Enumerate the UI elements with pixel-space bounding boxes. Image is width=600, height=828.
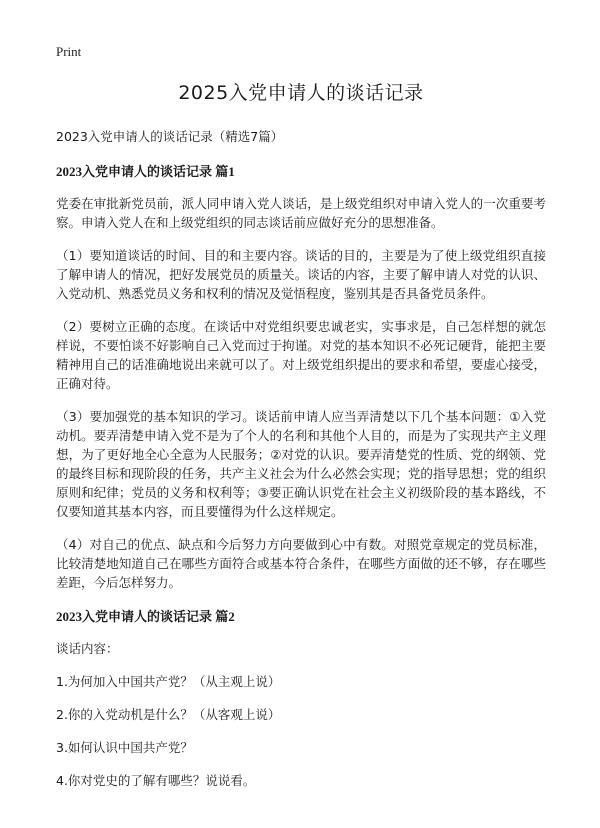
section-heading: 2023入党申请人的谈话记录 篇2: [56, 609, 235, 624]
list-item: 1.为何加入中国共产党？（从主观上说）: [56, 674, 281, 689]
list-item: 2.你的入党动机是什么？（从客观上说）: [56, 707, 281, 722]
paragraph: （1）要知道谈话的时间、目的和主要内容。谈话的目的，主要是为了使上级党组织直接了解申请人的情况，把好发展党员的质量关。谈话的内容，主要了解申请人对党的认识、入党动机、熟悉党员义务和权利的情况及觉悟程度，鉴别其是否具备党员条件。: [56, 248, 546, 301]
document: [56, 78, 546, 804]
paragraph: 谈话内容：: [56, 641, 119, 656]
subtitle: 2023入党申请人的谈话记录（精选7篇）: [56, 129, 284, 144]
list-item: 4.你对党史的了解有哪些？说说看。: [56, 773, 256, 788]
paragraph: （4）对自己的优点、缺点和今后努力方向要做到心中有数。对照党章规定的党员标准，比较清楚地知道自己在哪些方面符合或基本符合条件，在哪些方面做的还不够，存在哪些差距，今后怎样努力。: [56, 537, 546, 590]
list-item: 3.如何认识中国共产党？: [56, 740, 193, 755]
page-title: 2025入党申请人的谈话记录: [178, 82, 424, 104]
paragraph: （3）要加强党的基本知识的学习。谈话前申请人应当弄清楚以下几个基本问题：①入党动机。要弄清楚申请入党不是为了个人的名利和其他个人目的，而是为了实现共产主义理想，为了更好地全心全意为人民服务；②对党的认识。要弄清楚党的性质、党的纲领、党的最终目标和现阶段的任务，共产主义社会为什么必然会实现；党的指导思想；党的组织原则和纪律；党员的义务和权利等；③要正确认识党在社会主义初级阶段的基本路线，不仅要知道其基本内容，而且要懂得为什么这样规定。: [56, 409, 546, 519]
section-2: [56, 606, 546, 790]
section-1: [56, 161, 546, 592]
print-link[interactable]: Print: [56, 44, 82, 59]
section-heading: 2023入党申请人的谈话记录 篇1: [56, 164, 235, 179]
paragraph: 党委在审批新党员前，派人同申请入党人谈话，是上级党组织对申请入党人的一次重要考察。申请入党人在和上级党组织的同志谈话前应做好充分的思想准备。: [56, 196, 546, 230]
paragraph: （2）要树立正确的态度。在谈话中对党组织要忠诚老实，实事求是，自己怎样想的就怎样说，不要怕谈不好影响自己入党而过于拘谨。对党的基本知识不必死记硬背，能把主要精神用自己的话准确地说出来就可以了。对上级党组织提出的要求和希望，要虚心接受，正确对待。: [56, 319, 546, 391]
